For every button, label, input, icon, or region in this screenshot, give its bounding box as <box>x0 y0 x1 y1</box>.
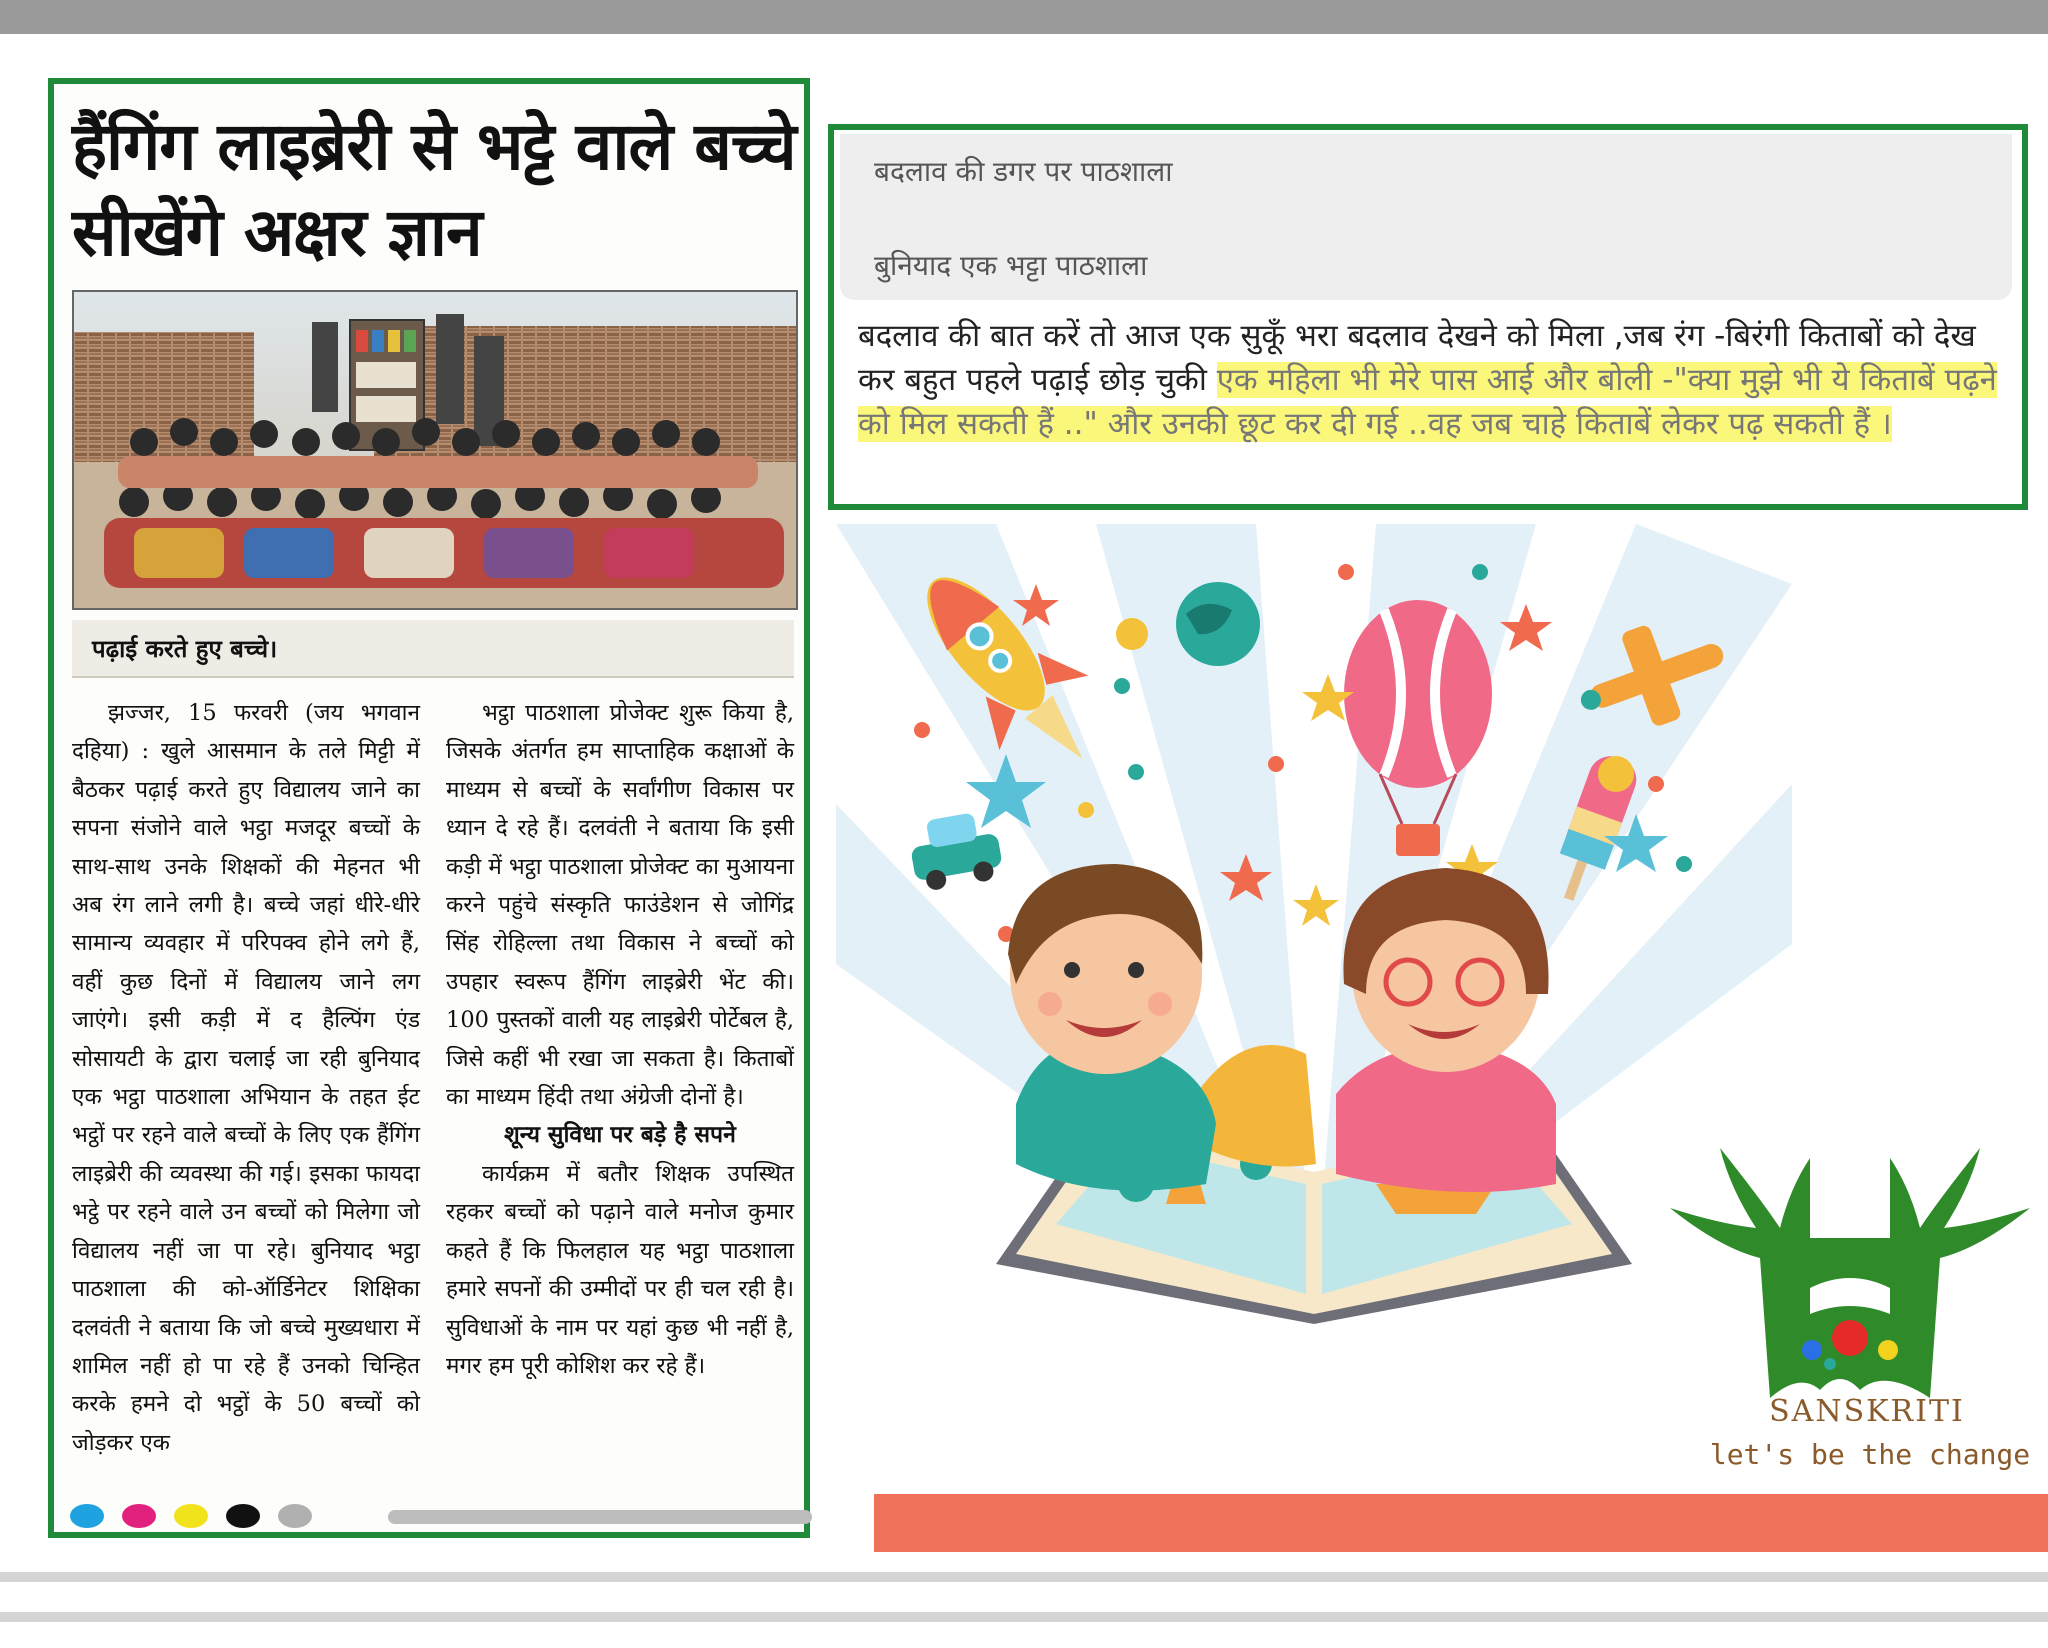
orange-accent-bar <box>874 1494 2048 1552</box>
article-paragraph: भट्ठा पाठशाला प्रोजेक्ट शुरू किया है, जिसके अंतर्गत हम साप्ताहिक कक्षाओं के माध्यम से बच्चों के सर्वांगीण विकास पर ध्यान दे रहे हैं। दलवंती ने बताया कि इसी कड़ी में भट्ठा पाठशाला प्रोजेक्ट का मुआयना करने पहुंचे संस्कृति फाउंडेशन से जोगिंद्र सिंह रोहिल्ला तथा विकास ने बच्चों को उपहार स्वरूप हैंगिंग लाइब्रेरी भेंट की। 100 पुस्तकों वाली यह लाइब्रेरी पोर्टेबल है, जिसे कहीं भी रखा जा सकता है। किताबों का माध्यम हिंदी तथा अंग्रेजी दोनों है। <box>446 700 794 1111</box>
article-paragraph: कार्यक्रम में बतौर शिक्षक उपस्थित रहकर बच्चों को पढ़ाने वाले मनोज कुमार कहते हैं कि फिलहाल यह भट्ठा पाठशाला हमारे सपनों की उम्मीदों पर ही चल रही है। सुविधाओं के नाम पर यहां कुछ भी नहीं है, मगर हम पूरी कोशिश कर रहे हैं। <box>446 1160 794 1379</box>
clipping-photo <box>72 290 798 610</box>
yellow-swatch <box>174 1504 208 1528</box>
photo-caption-bar <box>72 620 794 678</box>
quote-subtitle-line: बुनियाद एक भट्टा पाठशाला <box>874 249 1148 282</box>
clipping-headline: हैंगिंग लाइब्रेरी से भट्टे वाले बच्चे सीखेंगे अक्षर ज्ञान <box>72 108 796 271</box>
gray-swatch <box>278 1504 312 1528</box>
print-color-swatches <box>70 1500 810 1534</box>
bottom-gray-band <box>0 1612 2048 1622</box>
black-swatch <box>226 1504 260 1528</box>
gray-strip <box>388 1510 812 1524</box>
sanskriti-logo <box>1660 1128 2040 1428</box>
kids-reading-illustration <box>836 524 1792 1484</box>
tree-book-logo-icon <box>1660 1128 2040 1428</box>
logo-name: SANSKRITI <box>1769 1394 1965 1429</box>
quote-body <box>858 314 2008 446</box>
cyan-swatch <box>70 1504 104 1528</box>
quote-highlighted-text: एक महिला भी मेरे पास आई और बोली -"क्या मुझे भी ये किताबें पढ़ने को मिल सकती हैं .." और उनकी छूट कर दी गई ..वह जब चाहे किताबें लेकर पढ़ सकती हैं । <box>858 362 1997 442</box>
quote-box <box>828 124 2028 510</box>
bottom-gray-band <box>0 1572 2048 1582</box>
quote-body-text: बदलाव की बात करें तो आज एक सुकूँ भरा बदलाव देखने को मिला ,जब रंग -बिरंगी किताबों को देख कर बहुत पहले पढ़ाई छोड़ चुकी <box>858 318 1976 398</box>
quote-header-panel <box>840 134 2012 300</box>
article-paragraph: झज्जर, 15 फरवरी (जय भगवान दहिया) : खुले आसमान के तले मिट्टी में बैठकर पढ़ाई करते हुए विद्यालय जाने का सपना संजोने वाले भट्ठा मजदूर बच्चों के साथ-साथ उनके शिक्षकों की मेहनत भी अब रंग लाने लगी है। बच्चे जहां धीरे-धीरे सामान्य व्यवहार में परिपक्व होने लगे हैं, वहीं कुछ दिनों में विद्यालय जाने लग जाएंगे। इसी कड़ी में द हैल्पिंग एंड सोसायटी के द्वारा चलाई जा रही बुनियाद एक भट्ठा पाठशाला अभियान के तहत ईट भट्ठों पर रहने वाले बच्चों के लिए एक हैंगिंग लाइब्रेरी की व्यवस्था की गई। इसका फायदा भट्ठे पर रहने वाले उन बच्चों को मिलेगा जो विद्यालय नहीं जा पा रहे। बुनियाद भट्ठा पाठशाला की को-ऑर्डिनेटर शिक्षिका दलवंती ने बताया कि जो बच्चे मुख्यधारा में शामिल नहीं हो पा रहे हैं उनको चिन्हित करके हमने दो भट्ठों के 50 बच्चों को जोड़कर एक <box>72 700 420 1456</box>
article-subheading: शून्य सुविधा पर बड़े है सपने <box>504 1122 736 1149</box>
reading-children-art <box>836 524 1792 1484</box>
photo-caption: पढ़ाई करते हुए बच्चे। <box>92 635 278 663</box>
top-gray-band <box>0 0 2048 34</box>
magenta-swatch <box>122 1504 156 1528</box>
children-group-photo <box>74 292 796 608</box>
article-column-1 <box>72 694 420 1462</box>
newspaper-clipping <box>48 78 810 1538</box>
article-column-2 <box>446 694 794 1385</box>
quote-title-line: बदलाव की डगर पर पाठशाला <box>874 155 1173 188</box>
logo-tagline: let's be the change <box>1709 1438 2031 1471</box>
